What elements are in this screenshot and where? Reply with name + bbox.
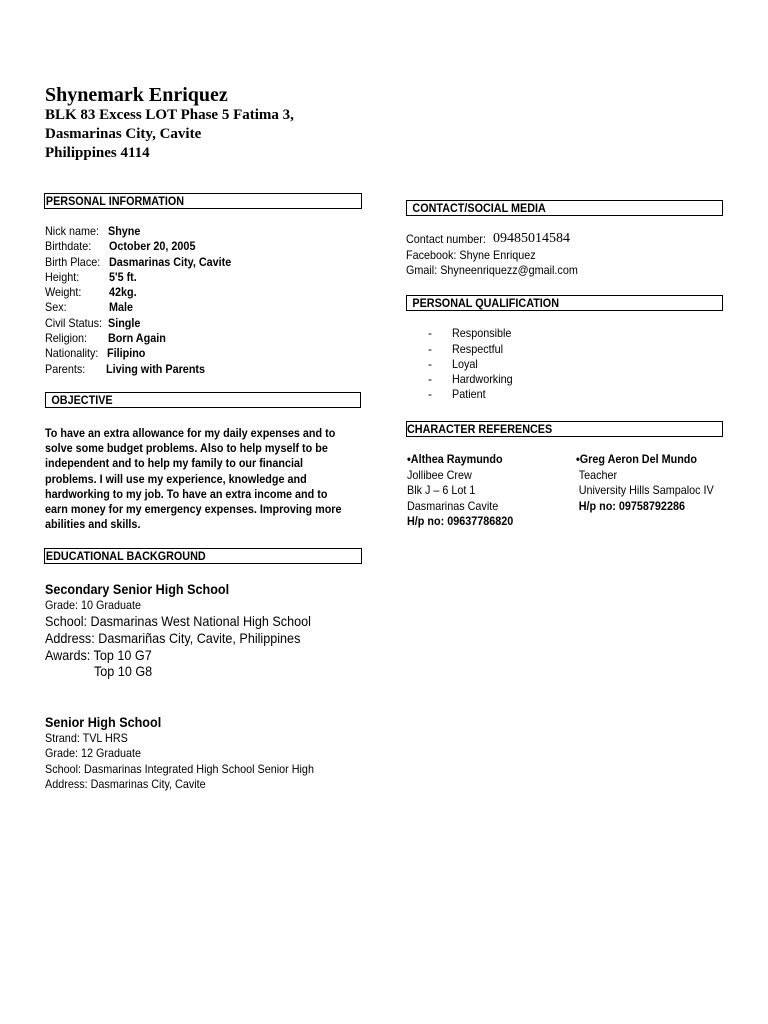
section-header-qualification: PERSONAL QUALIFICATION <box>406 295 723 311</box>
reference-address-line: Blk J – 6 Lot 1 <box>407 483 476 497</box>
senior-strand: Strand: TVL HRS <box>45 731 128 745</box>
reference-card-2 <box>576 452 729 514</box>
section-header-education: EDUCATIONAL BACKGROUND <box>44 548 362 564</box>
reference-phone: H/p no: 09637786820 <box>407 514 514 528</box>
secondary-awards-line2: Top 10 G8 <box>94 663 153 679</box>
section-header-personal-information: PERSONAL INFORMATION <box>44 193 362 209</box>
info-row-religion: Religion: Born Again <box>45 331 166 345</box>
section-header-objective: OBJECTIVE <box>45 392 361 408</box>
secondary-school: School: Dasmarinas West National High School <box>45 613 311 629</box>
info-row-weight: Weight: 42kg. <box>45 285 137 299</box>
info-row-birthdate: Birthdate: October 20, 2005 <box>45 239 196 253</box>
reference-role: Teacher <box>578 467 618 482</box>
reference-address-line: Dasmarinas Cavite <box>407 498 499 513</box>
contact-facebook: Facebook: Shyne Enriquez <box>406 248 536 262</box>
reference-name: •Althea Raymundo <box>407 452 503 466</box>
applicant-name: Shynemark Enriquez <box>45 84 228 106</box>
senior-grade: Grade: 12 Graduate <box>45 746 142 760</box>
objective-text: To have an extra allowance for my daily expenses and to solve some budget problems. Also to help myself to be independent and to help my family to our financial problems. I will use my experience, knowledge and hardworking to my job. To have an extra income and to earn money for my emergency expenses. Improving more abilities and skills. <box>45 426 342 532</box>
reference-role: Jollibee Crew <box>407 467 472 482</box>
info-row-height: Height: 5'5 ft. <box>45 270 137 284</box>
address-line-3: Philippines 4114 <box>45 145 150 161</box>
contact-number: Contact number: 09485014584 <box>406 231 570 246</box>
info-row-civil-status: Civil Status: Single <box>45 316 141 330</box>
senior-address: Address: Dasmarinas City, Cavite <box>45 777 206 791</box>
reference-address-line: University Hills Sampaloc IV <box>578 483 714 497</box>
address-line-1: BLK 83 Excess LOT Phase 5 Fatima 3, <box>45 107 294 123</box>
secondary-school-title: Secondary Senior High School <box>45 581 230 597</box>
info-row-nationality: Nationality: Filipino <box>45 346 146 360</box>
secondary-awards: Awards: Top 10 G7 <box>45 647 152 663</box>
address-line-2: Dasmarinas City, Cavite <box>45 126 202 142</box>
secondary-grade: Grade: 10 Graduate <box>45 598 142 612</box>
info-row-parents: Parents: Living with Parents <box>45 362 206 376</box>
senior-school: School: Dasmarinas Integrated High School Senior High <box>45 762 314 776</box>
section-header-contact: CONTACT/SOCIAL MEDIA <box>406 200 723 216</box>
info-row-sex: Sex: Male <box>45 300 134 314</box>
secondary-address: Address: Dasmariñas City, Cavite, Philippines <box>45 630 301 646</box>
reference-phone: H/p no: 09758792286 <box>578 498 685 513</box>
section-header-references: CHARACTER REFERENCES <box>406 421 723 437</box>
reference-name: •Greg Aeron Del Mundo <box>576 452 697 466</box>
contact-gmail: Gmail: Shyneenriquezz@gmail.com <box>406 263 578 277</box>
reference-card-1 <box>407 452 525 530</box>
info-row-nickname: Nick name: Shyne <box>45 224 141 238</box>
info-row-birthplace: Birth Place: Dasmarinas City, Cavite <box>45 255 232 269</box>
senior-high-title: Senior High School <box>45 714 162 730</box>
